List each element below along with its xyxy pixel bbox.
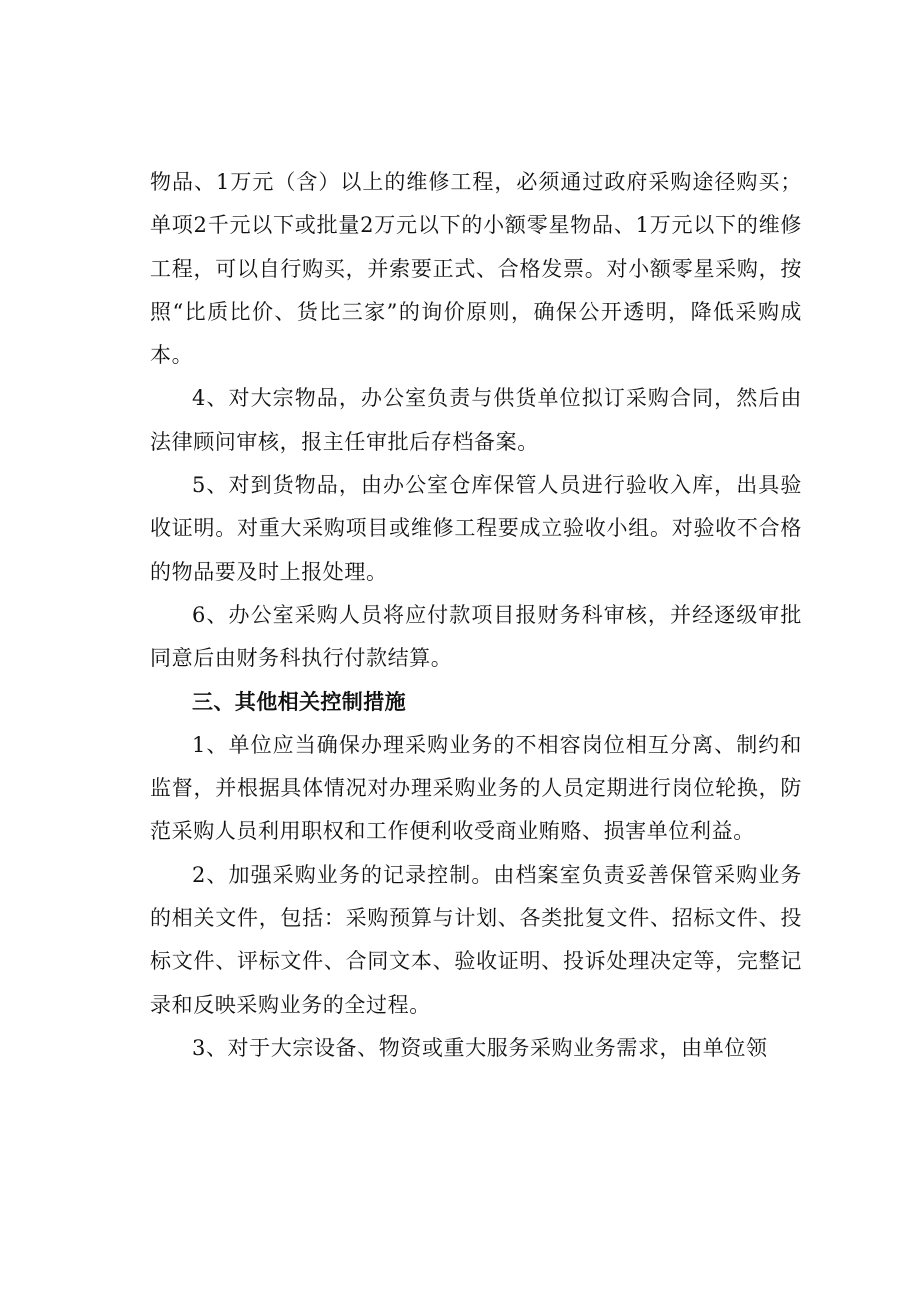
section-heading: 三、其他相关控制措施	[192, 689, 406, 714]
section-paragraph-3: 3、对于大宗设备、物资或重大服务采购业务需求，由单位领	[192, 1035, 768, 1060]
paragraph-item-5: 5、对到货物品，由办公室仓库保管人员进行验收入库，出具验收证明。对重大采购项目或维修工程要成立验收小组。对验收不合格的物品要及时上报处理。	[150, 473, 802, 584]
section-paragraph-1: 1、单位应当确保办理采购业务的不相容岗位相互分离、制约和监督，并根据具体情况对办理采购业务的人员定期进行岗位轮换，防范采购人员利用职权和工作便利收受商业贿赂、损害单位利益。	[150, 732, 802, 844]
section-paragraph-2: 2、加强采购业务的记录控制。由档案室负责妥善保管采购业务的相关文件，包括：采购预算与计划、各类批复文件、招标文件、投标文件、评标文件、合同文本、验收证明、投诉处理决定等，完整记录和反映采购业务的全过程。	[150, 862, 802, 1017]
paragraph-item-4: 4、对大宗物品，办公室负责与供货单位拟订采购合同，然后由法律顾问审核，报主任审批后存档备案。	[150, 386, 802, 454]
document-body	[150, 161, 802, 1070]
paragraph-item-6: 6、办公室采购人员将应付款项目报财务科审核，并经逐级审批同意后由财务科执行付款结算。	[150, 602, 802, 671]
paragraph-continued: 物品、1万元（含）以上的维修工程，必须通过政府采购途径购买；单项2千元以下或批量2万元以下的小额零星物品、1万元以下的维修工程，可以自行购买，并索要正式、合格发票。对小额零星采购，按照“比质比价、货比三家”的询价原则，确保公开透明，降低采购成本。	[150, 170, 802, 368]
